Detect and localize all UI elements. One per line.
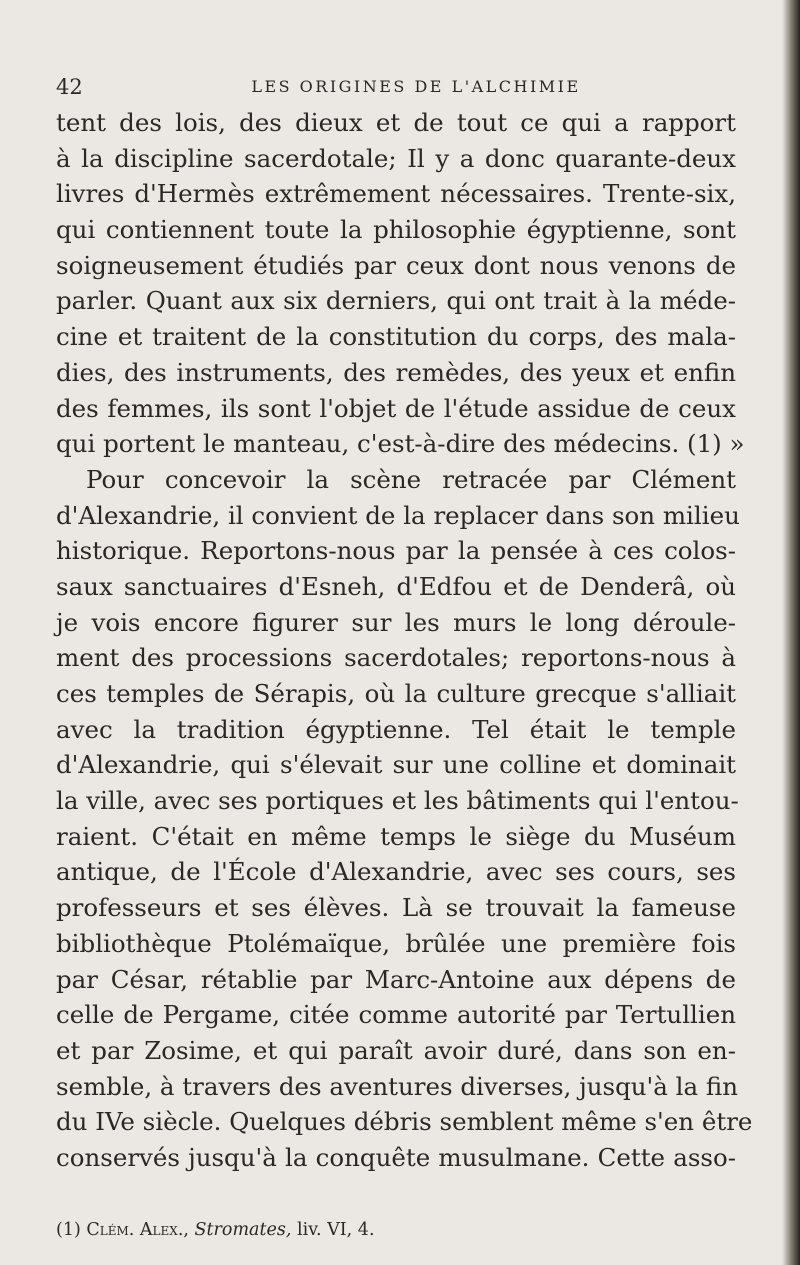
page-number: 42 bbox=[56, 75, 83, 99]
body-text bbox=[56, 105, 753, 1176]
running-head: LES ORIGINES DE L'ALCHIMIE bbox=[251, 77, 581, 96]
footnote-marker: (1) bbox=[56, 1220, 81, 1240]
text-line: la ville, avec ses portiques et les bâtiments qui l'entou- bbox=[56, 786, 739, 816]
text-line: ces temples de Sérapis, où la culture grecque s'alliait bbox=[56, 679, 736, 708]
text-line: avec la tradition égyptienne. Tel était le temple bbox=[56, 714, 736, 744]
footnote-reference: liv. VI, 4. bbox=[297, 1220, 375, 1240]
text-line: livres d'Hermès extrêmement nécessaires. Trente-six, bbox=[56, 179, 736, 209]
text-line: et par Zosime, et qui paraît avoir duré, dans son en- bbox=[56, 1035, 736, 1065]
text-line: conservés jusqu'à la conquête musulmane. Cette asso- bbox=[56, 1142, 736, 1172]
text-line: bibliothèque Ptolémaïque, brûlée une première fois bbox=[56, 928, 736, 958]
text-line: semble, à travers des aventures diverses, jusqu'à la fin bbox=[56, 1071, 739, 1101]
text-line: professeurs et ses élèves. Là se trouvait la fameuse bbox=[56, 893, 736, 923]
text-line: du IVe siècle. Quelques débris semblent même s'en être bbox=[56, 1107, 753, 1137]
text-line: cine et traitent de la constitution du corps, des mala- bbox=[56, 322, 736, 352]
text-line: d'Alexandrie, qui s'élevait sur une colline et dominait bbox=[56, 750, 736, 780]
text-line: par César, rétablie par Marc-Antoine aux dépens de bbox=[56, 964, 736, 994]
text-line: parler. Quant aux six derniers, qui ont trait à la méde- bbox=[56, 286, 736, 316]
page-edge-shadow bbox=[782, 0, 800, 1265]
text-line: je vois encore figurer sur les murs le long déroule- bbox=[56, 607, 736, 637]
text-line: celle de Pergame, citée comme autorité par Tertullien bbox=[56, 1000, 736, 1030]
text-line: raient. C'était en même temps le siège du Muséum bbox=[56, 821, 736, 851]
text-line: ment des processions sacerdotales; reportons-nous à bbox=[56, 643, 736, 673]
text-line: soigneusement étudiés par ceux dont nous venons de bbox=[56, 250, 736, 280]
text-line: dies, des instruments, des remèdes, des yeux et enfin bbox=[56, 357, 736, 387]
footnote-work-title: Stromates, bbox=[194, 1220, 292, 1240]
text-line-paragraph-start: Pour concevoir la scène retracée par Clément bbox=[86, 464, 736, 494]
text-line: saux sanctuaires d'Esneh, d'Edfou et de Denderâ, où bbox=[56, 571, 736, 601]
text-line: tent des lois, des dieux et de tout ce qui a rapport bbox=[56, 108, 736, 137]
page-header bbox=[56, 73, 736, 103]
text-line: des femmes, ils sont l'objet de l'étude assidue de ceux bbox=[56, 393, 736, 423]
footnote-author: Clém. Alex., bbox=[86, 1220, 189, 1240]
text-line: qui contiennent toute la philosophie égyptienne, sont bbox=[56, 215, 736, 245]
text-line: qui portent le manteau, c'est-à-dire des médecins. (1) » bbox=[56, 429, 745, 459]
text-line: à la discipline sacerdotale; Il y a donc quarante-deux bbox=[56, 143, 736, 173]
text-line: historique. Reportons-nous par la pensée à ces colos- bbox=[56, 536, 736, 566]
footnote bbox=[56, 1218, 736, 1242]
text-line: d'Alexandrie, il convient de la replacer dans son milieu bbox=[56, 500, 740, 530]
text-line: antique, de l'École d'Alexandrie, avec ses cours, ses bbox=[56, 857, 736, 887]
